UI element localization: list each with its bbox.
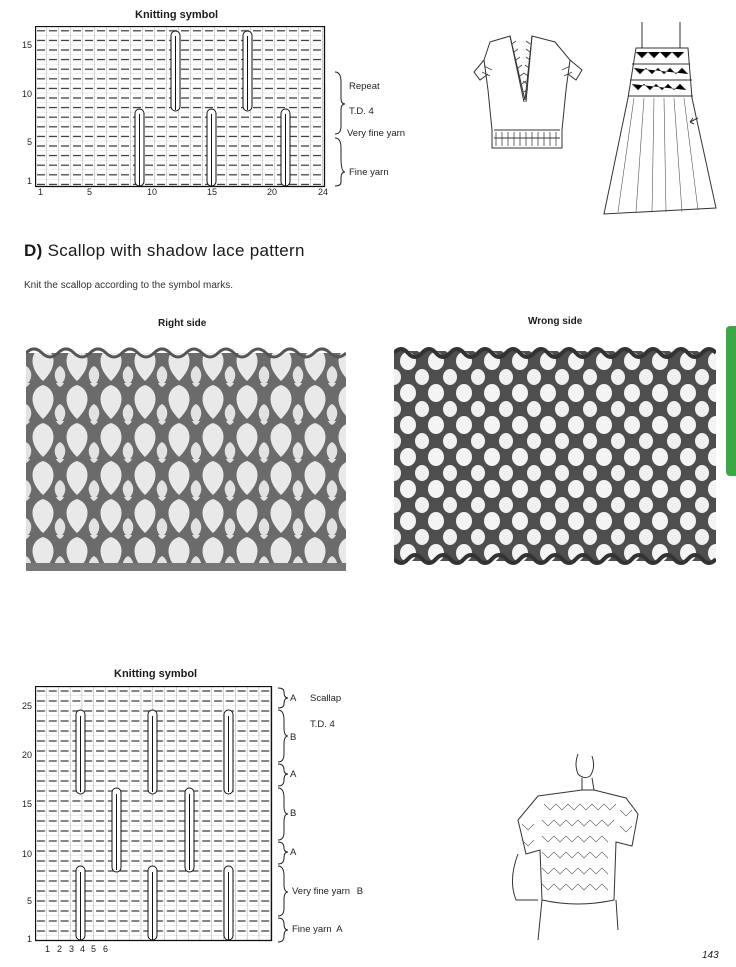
td-label: T.D. 4 bbox=[349, 106, 374, 117]
top-knitting-chart bbox=[35, 26, 330, 188]
yarn-b-marker: B bbox=[356, 886, 364, 897]
right-side-caption: Right side bbox=[158, 318, 207, 329]
bottom-y-tick: 10 bbox=[21, 849, 32, 859]
bottom-x-tick: 1 bbox=[45, 944, 51, 954]
bottom-y-tick: 20 bbox=[21, 750, 32, 760]
section-b-label: B bbox=[290, 732, 297, 743]
bottom-x-tick: 2 bbox=[57, 944, 63, 954]
top-x-tick: 5 bbox=[87, 187, 93, 197]
wrong-side-caption: Wrong side bbox=[528, 316, 583, 327]
top-y-tick: 15 bbox=[21, 40, 32, 50]
vest-illustration bbox=[470, 30, 590, 160]
section-a-label: A bbox=[290, 769, 297, 780]
section-b-label: B bbox=[290, 808, 297, 819]
top-y-tick: 10 bbox=[21, 89, 32, 99]
repeat-label: Repeat bbox=[349, 81, 380, 92]
bottom-td-label: T.D. 4 bbox=[310, 719, 335, 730]
page-number: 143 bbox=[702, 950, 719, 961]
wrong-side-swatch-photo bbox=[394, 345, 716, 567]
bottom-x-tick: 5 bbox=[91, 944, 97, 954]
sweater-illustration bbox=[498, 750, 648, 950]
very-fine-yarn-text: Very fine yarn bbox=[292, 886, 351, 897]
section-description: Knit the scallop according to the symbol marks. bbox=[24, 280, 233, 291]
chapter-tab bbox=[726, 326, 736, 476]
top-y-tick: 1 bbox=[26, 176, 32, 186]
section-letter: D) bbox=[24, 241, 43, 260]
bottom-y-tick: 1 bbox=[26, 934, 32, 944]
very-fine-yarn-label: Very fine yarn bbox=[347, 128, 406, 139]
yarn-a-marker: A bbox=[336, 924, 343, 935]
top-x-tick: 1 bbox=[38, 187, 44, 197]
bottom-chart-title: Knitting symbol bbox=[114, 668, 198, 680]
bottom-x-tick: 4 bbox=[80, 944, 86, 954]
top-chart-title: Knitting symbol bbox=[135, 9, 219, 21]
top-x-tick: 10 bbox=[147, 187, 158, 197]
bottom-y-tick: 5 bbox=[26, 896, 32, 906]
bottom-very-fine-yarn-label bbox=[292, 886, 363, 897]
bottom-x-tick: 3 bbox=[69, 944, 75, 954]
top-y-tick: 5 bbox=[26, 137, 32, 147]
top-x-tick: 15 bbox=[207, 187, 218, 197]
fine-yarn-label: Fine yarn bbox=[349, 167, 389, 178]
section-heading bbox=[24, 241, 305, 261]
section-a-label: A bbox=[290, 847, 297, 858]
fine-yarn-text: Fine yarn bbox=[292, 924, 332, 935]
scallap-label: Scallap bbox=[310, 693, 342, 704]
section-title: Scallop with shadow lace pattern bbox=[47, 241, 305, 260]
bottom-x-tick: 6 bbox=[103, 944, 109, 954]
right-side-swatch-photo bbox=[26, 345, 346, 575]
top-x-tick: 20 bbox=[267, 187, 278, 197]
bottom-chart-braces bbox=[276, 686, 290, 948]
dress-illustration bbox=[598, 18, 728, 218]
bottom-fine-yarn-label bbox=[292, 924, 343, 935]
top-chart-braces bbox=[333, 70, 347, 188]
bottom-y-tick: 25 bbox=[21, 701, 32, 711]
bottom-y-tick: 15 bbox=[21, 799, 32, 809]
section-a-label: A bbox=[290, 693, 297, 704]
bottom-knitting-chart bbox=[35, 686, 275, 944]
top-x-tick: 24 bbox=[318, 187, 329, 197]
